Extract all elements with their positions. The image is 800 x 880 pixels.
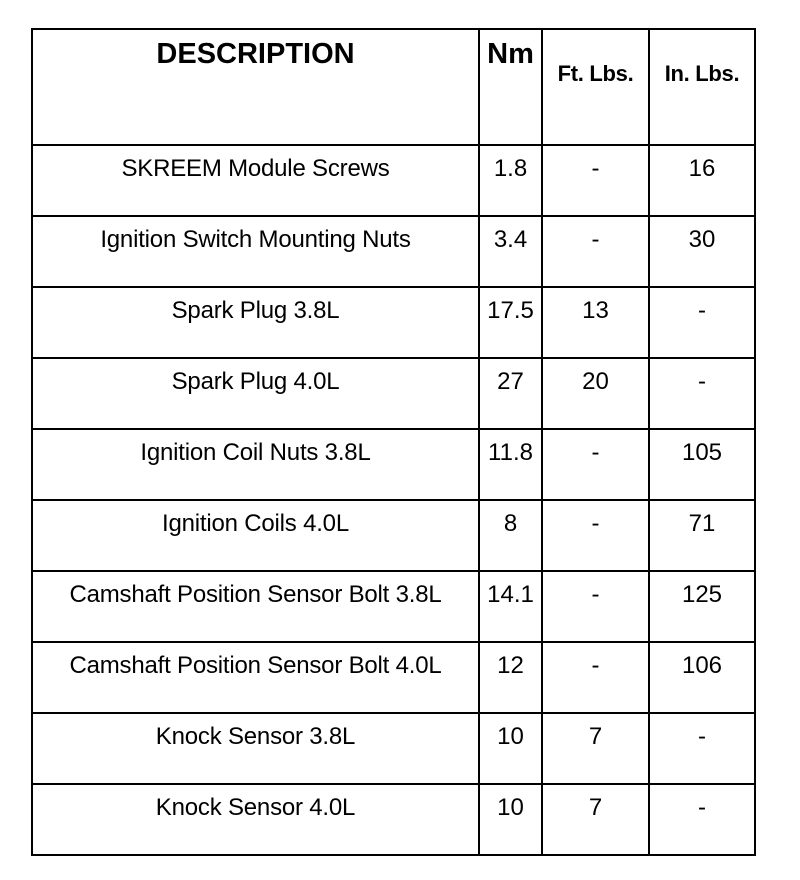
table-row xyxy=(32,713,755,784)
table-row xyxy=(32,642,755,713)
cell-nm: 11.8 xyxy=(479,429,542,500)
cell-in-lbs: - xyxy=(649,784,755,855)
cell-ft-lbs: - xyxy=(542,216,649,287)
cell-nm: 1.8 xyxy=(479,145,542,216)
cell-description: Spark Plug 3.8L xyxy=(32,287,479,358)
table-row xyxy=(32,358,755,429)
cell-ft-lbs: 13 xyxy=(542,287,649,358)
cell-nm: 10 xyxy=(479,713,542,784)
table-row xyxy=(32,784,755,855)
cell-ft-lbs: - xyxy=(542,429,649,500)
cell-in-lbs: - xyxy=(649,358,755,429)
cell-in-lbs: - xyxy=(649,287,755,358)
cell-description: Spark Plug 4.0L xyxy=(32,358,479,429)
table-row xyxy=(32,429,755,500)
cell-description: SKREEM Module Screws xyxy=(32,145,479,216)
table-header-row xyxy=(32,29,755,145)
table-row xyxy=(32,287,755,358)
cell-nm: 3.4 xyxy=(479,216,542,287)
cell-description: Ignition Coils 4.0L xyxy=(32,500,479,571)
cell-ft-lbs: 20 xyxy=(542,358,649,429)
cell-in-lbs: 16 xyxy=(649,145,755,216)
cell-in-lbs: 106 xyxy=(649,642,755,713)
cell-ft-lbs: 7 xyxy=(542,784,649,855)
cell-nm: 10 xyxy=(479,784,542,855)
cell-nm: 27 xyxy=(479,358,542,429)
cell-description: Knock Sensor 3.8L xyxy=(32,713,479,784)
cell-in-lbs: 30 xyxy=(649,216,755,287)
column-header-in-lbs: In. Lbs. xyxy=(649,29,755,145)
cell-in-lbs: 105 xyxy=(649,429,755,500)
cell-description: Knock Sensor 4.0L xyxy=(32,784,479,855)
cell-nm: 8 xyxy=(479,500,542,571)
cell-description: Camshaft Position Sensor Bolt 4.0L xyxy=(32,642,479,713)
cell-nm: 14.1 xyxy=(479,571,542,642)
cell-nm: 12 xyxy=(479,642,542,713)
cell-description: Camshaft Position Sensor Bolt 3.8L xyxy=(32,571,479,642)
cell-ft-lbs: - xyxy=(542,145,649,216)
cell-ft-lbs: - xyxy=(542,642,649,713)
cell-ft-lbs: 7 xyxy=(542,713,649,784)
column-header-nm: Nm xyxy=(479,29,542,145)
cell-in-lbs: - xyxy=(649,713,755,784)
cell-description: Ignition Coil Nuts 3.8L xyxy=(32,429,479,500)
cell-description: Ignition Switch Mounting Nuts xyxy=(32,216,479,287)
cell-in-lbs: 71 xyxy=(649,500,755,571)
cell-ft-lbs: - xyxy=(542,500,649,571)
cell-nm: 17.5 xyxy=(479,287,542,358)
table-row xyxy=(32,145,755,216)
cell-ft-lbs: - xyxy=(542,571,649,642)
column-header-description: DESCRIPTION xyxy=(32,29,479,145)
torque-specification-table xyxy=(31,28,756,856)
table-row xyxy=(32,500,755,571)
table-row xyxy=(32,216,755,287)
column-header-ft-lbs: Ft. Lbs. xyxy=(542,29,649,145)
table-row xyxy=(32,571,755,642)
cell-in-lbs: 125 xyxy=(649,571,755,642)
